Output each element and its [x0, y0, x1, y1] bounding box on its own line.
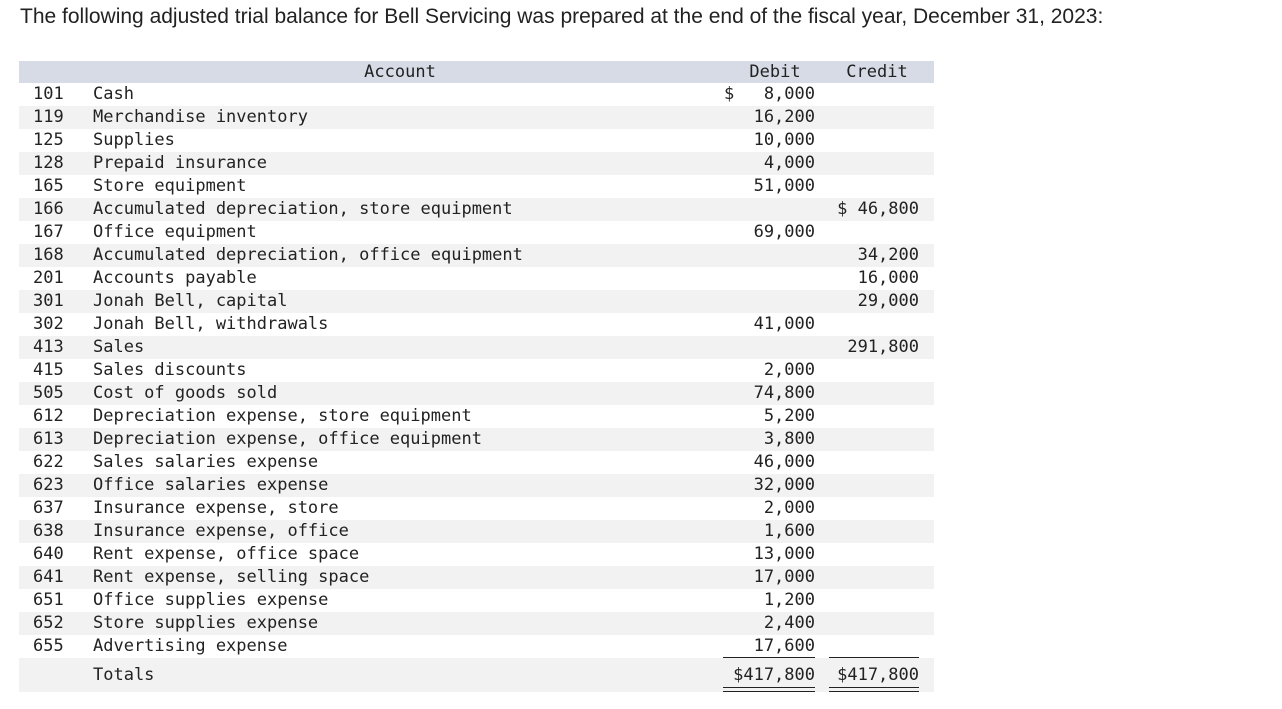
table-row: [19, 359, 934, 382]
debit-amount: 13,000: [753, 544, 815, 564]
table-body: [19, 83, 934, 658]
account-number: 641: [33, 567, 64, 587]
table-row: [19, 336, 934, 359]
intro-text: The following adjusted trial balance for Bell Servicing was prepared at the end of the fiscal year, December 31, 2023:: [20, 5, 1104, 28]
account-name: Jonah Bell, withdrawals: [93, 314, 329, 334]
table-row: [19, 566, 934, 589]
table-row: [19, 520, 934, 543]
account-number: 119: [33, 107, 64, 127]
debit-amount: 41,000: [753, 314, 815, 334]
trial-balance-table: [19, 61, 934, 692]
account-name: Depreciation expense, office equipment: [93, 429, 482, 449]
double-underline: [723, 687, 815, 692]
table-row: [19, 497, 934, 520]
account-name: Office salaries expense: [93, 475, 329, 495]
table-row: [19, 474, 934, 497]
account-name: Rent expense, office space: [93, 544, 360, 564]
credit-amount: 16,000: [857, 268, 919, 288]
account-name: Supplies: [93, 130, 175, 150]
table-row: [19, 244, 934, 267]
totals-debit: $417,800: [733, 665, 815, 685]
table-row: [19, 267, 934, 290]
account-number: 640: [33, 544, 64, 564]
account-number: 638: [33, 521, 64, 541]
account-number: 201: [33, 268, 64, 288]
account-number: 125: [33, 130, 64, 150]
account-number: 651: [33, 590, 64, 610]
table-row: [19, 152, 934, 175]
totals-row: [19, 658, 934, 692]
debit-amount: 51,000: [753, 176, 815, 196]
account-number: 655: [33, 636, 64, 656]
account-number: 165: [33, 176, 64, 196]
account-number: 637: [33, 498, 64, 518]
table-row: [19, 451, 934, 474]
account-number: 301: [33, 291, 64, 311]
table-row: [19, 83, 934, 106]
account-name: Store equipment: [93, 176, 247, 196]
currency-symbol: $: [724, 84, 735, 104]
table-header: [19, 61, 934, 83]
credit-column-header: Credit: [846, 62, 908, 82]
account-name: Insurance expense, store: [93, 498, 339, 518]
debit-amount: 46,000: [753, 452, 815, 472]
table-row: [19, 198, 934, 221]
account-name: Sales salaries expense: [93, 452, 319, 472]
table-row: [19, 543, 934, 566]
account-name: Rent expense, selling space: [93, 567, 370, 587]
credit-amount: 29,000: [857, 291, 919, 311]
account-name: Merchandise inventory: [93, 107, 308, 127]
account-name: Cost of goods sold: [93, 383, 278, 403]
account-number: 613: [33, 429, 64, 449]
debit-amount: 5,200: [763, 406, 815, 426]
account-number: 166: [33, 199, 64, 219]
debit-amount: 4,000: [763, 153, 815, 173]
table-row: [19, 175, 934, 198]
account-name: Cash: [93, 84, 134, 104]
credit-amount: $ 46,800: [837, 199, 919, 219]
debit-column-header: Debit: [749, 62, 801, 82]
debit-amount: 8,000: [763, 84, 815, 104]
debit-amount: 2,000: [763, 498, 815, 518]
debit-amount: 10,000: [753, 130, 815, 150]
account-number: 302: [33, 314, 64, 334]
debit-amount: 2,400: [763, 613, 815, 633]
credit-amount: 291,800: [847, 337, 919, 357]
debit-amount: 3,800: [763, 429, 815, 449]
credit-amount: 34,200: [857, 245, 919, 265]
account-number: 128: [33, 153, 64, 173]
debit-amount: 1,600: [763, 521, 815, 541]
table-row: [19, 428, 934, 451]
account-number: 413: [33, 337, 64, 357]
debit-amount: 69,000: [753, 222, 815, 242]
table-row: [19, 290, 934, 313]
account-number: 652: [33, 613, 64, 633]
totals-credit: $417,800: [837, 665, 919, 685]
table-row: [19, 589, 934, 612]
account-name: Store supplies expense: [93, 613, 319, 633]
account-name: Prepaid insurance: [93, 153, 267, 173]
debit-amount: 74,800: [753, 383, 815, 403]
debit-amount: 2,000: [763, 360, 815, 380]
account-number: 415: [33, 360, 64, 380]
double-underline: [829, 687, 919, 692]
account-name: Office supplies expense: [93, 590, 329, 610]
table-row: [19, 221, 934, 244]
account-number: 505: [33, 383, 64, 403]
account-name: Depreciation expense, store equipment: [93, 406, 472, 426]
table-row: [19, 313, 934, 336]
account-number: 622: [33, 452, 64, 472]
totals-label: Totals: [93, 665, 155, 685]
debit-amount: 1,200: [763, 590, 815, 610]
debit-amount: 17,000: [753, 567, 815, 587]
account-name: Sales: [93, 337, 145, 357]
table-row: [19, 612, 934, 635]
table-row: [19, 635, 934, 658]
account-name: Advertising expense: [93, 636, 288, 656]
account-number: 168: [33, 245, 64, 265]
account-name: Jonah Bell, capital: [93, 291, 288, 311]
account-number: 101: [33, 84, 64, 104]
debit-amount: 16,200: [753, 107, 815, 127]
table-row: [19, 405, 934, 428]
account-name: Insurance expense, office: [93, 521, 349, 541]
debit-amount: 32,000: [753, 475, 815, 495]
account-name: Sales discounts: [93, 360, 247, 380]
account-name: Accumulated depreciation, store equipment: [93, 199, 513, 219]
account-name: Accumulated depreciation, office equipment: [93, 245, 523, 265]
account-number: 623: [33, 475, 64, 495]
account-name: Office equipment: [93, 222, 257, 242]
table-row: [19, 129, 934, 152]
account-name: Accounts payable: [93, 268, 257, 288]
account-number: 167: [33, 222, 64, 242]
table-row: [19, 382, 934, 405]
debit-amount: 17,600: [753, 636, 815, 656]
table-row: [19, 106, 934, 129]
account-column-header: Account: [364, 62, 436, 82]
account-number: 612: [33, 406, 64, 426]
